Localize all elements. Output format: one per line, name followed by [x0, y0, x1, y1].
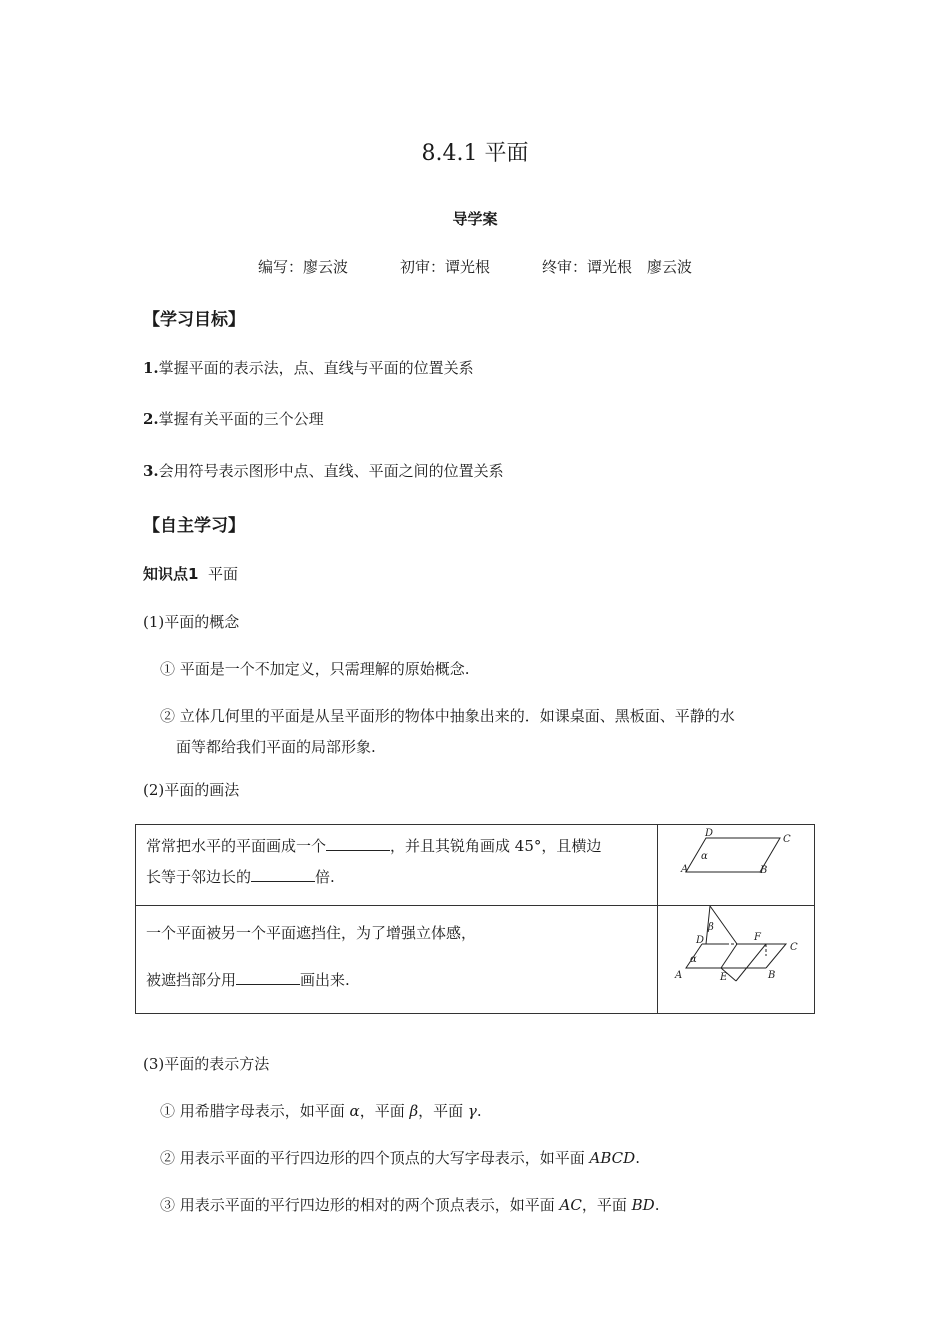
first-review: 初审：谭光根 [399, 258, 490, 276]
label-e: E [720, 972, 728, 983]
authors-line [0, 256, 950, 277]
drawing-row-2-text: 一个平面被另一个平面遮挡住，为了增强立体感， 被遮挡部分用 画出来. [136, 906, 658, 1014]
label-beta: β [708, 922, 714, 933]
concept-item-2-cont: 面等都给我们平面的局部形象. [176, 738, 376, 756]
label-alpha: α [701, 851, 708, 862]
drawing-row-1-text: 常常把水平的平面画成一个 ，并且其锐角画成 45°，且横边 长等于邻边长的 倍. [136, 825, 658, 906]
representation-item-1: ① 用希腊字母表示，如平面 α，平面 β，平面 γ. [160, 1102, 482, 1120]
label-b: B [760, 865, 768, 876]
label-f: F [754, 932, 761, 943]
drawing-heading: (2)平面的画法 [143, 781, 240, 799]
label-b: B [768, 970, 776, 981]
drawing-table [135, 824, 815, 1014]
goal-item: 3.会用符号表示图形中点、直线、平面之间的位置关系 [143, 462, 504, 480]
final-review: 终审：谭光根 廖云波 [542, 258, 693, 276]
representation-item-2: ② 用表示平面的平行四边形的四个顶点的大写字母表示，如平面 ABCD. [160, 1149, 640, 1167]
page-title: 8.4.1 平面 [421, 141, 529, 166]
page-subtitle: 导学案 [452, 210, 498, 228]
concept-item-2: ② 立体几何里的平面是从呈平面形的物体中抽象出来的．如课桌面、黑板面、平静的水 [160, 707, 735, 725]
self-study-heading: 【自主学习】 [143, 516, 245, 536]
representation-item-3: ③ 用表示平面的平行四边形的相对的两个顶点表示，如平面 AC，平面 BD. [160, 1196, 660, 1214]
fill-blank [236, 970, 300, 985]
intersecting-planes-figure [658, 906, 815, 1014]
goal-item: 1.掌握平面的表示法，点、直线与平面的位置关系 [143, 359, 474, 377]
label-c: C [790, 942, 798, 953]
label-a: A [681, 864, 689, 875]
fill-blank [326, 836, 390, 851]
fill-blank [251, 867, 315, 882]
parallelogram-figure [658, 825, 815, 906]
label-d: D [696, 935, 705, 946]
author: 编写：廖云波 [257, 258, 348, 276]
concept-heading: (1)平面的概念 [143, 613, 240, 631]
goals-heading: 【学习目标】 [143, 310, 245, 330]
concept-item-1: ① 平面是一个不加定义，只需理解的原始概念. [160, 660, 470, 678]
label-c: C [783, 834, 791, 845]
representation-heading: (3)平面的表示方法 [143, 1055, 270, 1073]
knowledge-point-heading: 知识点1 平面 [143, 565, 238, 583]
label-a: A [675, 970, 683, 981]
label-alpha: α [690, 954, 697, 965]
label-d: D [705, 828, 714, 839]
goal-item: 2.掌握有关平面的三个公理 [143, 410, 324, 428]
